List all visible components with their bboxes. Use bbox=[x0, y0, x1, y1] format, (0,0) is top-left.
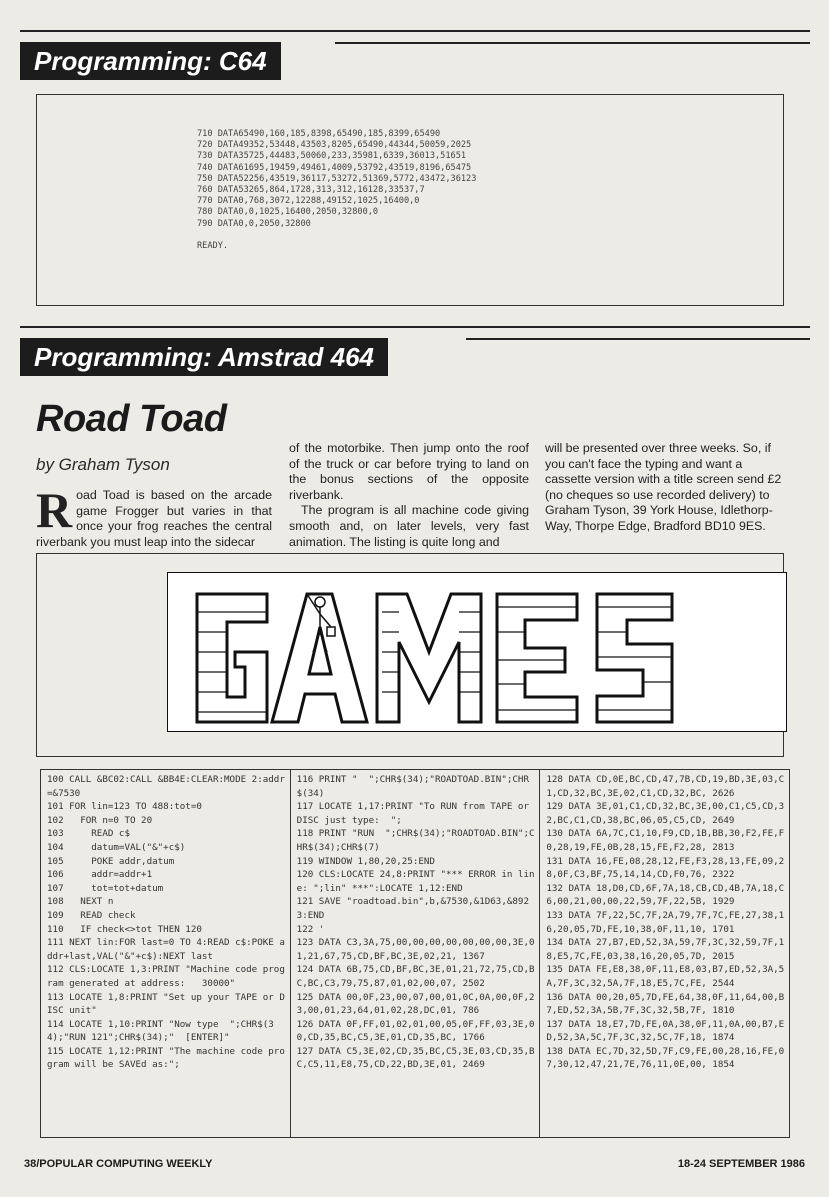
top-rule bbox=[20, 30, 810, 32]
amstrad-listing bbox=[40, 769, 790, 1138]
listing-line: 138 DATA EC,7D,32,5D,7F,C9,FE,00,28,16,FE,07,30,12,47,21,7E,76,11,0E,00, 1854 bbox=[546, 1045, 785, 1071]
section-rule bbox=[466, 338, 810, 340]
listing-line: 720 DATA49352,53448,43503,8205,65490,44344,50059,2025 bbox=[197, 140, 472, 151]
listing-line: 101 FOR lin=123 TO 488:tot=0 bbox=[47, 801, 202, 813]
listing-line: 102 FOR n=0 TO 20 bbox=[47, 814, 153, 826]
listing-line: 112 CLS:LOCATE 1,3:PRINT "Machine code program generated at address: 30000" bbox=[47, 964, 285, 989]
article-title: Road Toad bbox=[36, 398, 227, 440]
article-paragraph: oad Toad is based on the arcade game Frogger but varies in that once your frog reaches the central riverbank you must leap into the sidecar bbox=[36, 488, 272, 549]
listing-line: 119 WINDOW 1,80,20,25:END bbox=[296, 855, 435, 867]
listing-line: 124 DATA 6B,75,CD,BF,BC,3E,01,21,72,75,CD,BC,BC,C3,79,75,87,01,02,00,07, 2502 bbox=[296, 964, 535, 989]
listing-line: 108 NEXT n bbox=[47, 896, 114, 908]
listing-line: 770 DATA0,768,3072,12288,49152,1025,16400,0 bbox=[197, 196, 420, 207]
listing-column-2 bbox=[291, 770, 541, 1137]
article-column-2 bbox=[289, 441, 529, 550]
footer-page-info: 38/POPULAR COMPUTING WEEKLY bbox=[24, 1158, 213, 1170]
listing-line: 136 DATA 00,20,05,7D,FE,64,38,0F,11,64,00,B7,ED,52,3A,5B,7F,3C,32,5B,7F, 1810 bbox=[546, 991, 785, 1017]
listing-line: 790 DATA0,0,2050,32800 bbox=[197, 218, 311, 229]
article-column-1 bbox=[36, 482, 272, 550]
listing-line: 115 LOCATE 1,12:PRINT "The machine code program will be SAVEd as:"; bbox=[47, 1045, 285, 1071]
listing-line: 113 LOCATE 1,8:PRINT "Set up your TAPE or DISC unit" bbox=[47, 991, 285, 1017]
article-paragraph: will be presented over three weeks. So, if you can't face the typing and want a cassette version with a title screen send £2 (no cheques so use recorded delivery) to Graham Tyson, 39 York House, Idlethorp-Way, Thorpe Edge, Bradford BD10 9ES. bbox=[545, 441, 782, 533]
listing-line: 114 LOCATE 1,10:PRINT "Now type ";CHR$(34);"RUN 121";CHR$(34);" [ENTER]" bbox=[47, 1018, 274, 1044]
listing-line: 110 IF check<>tot THEN 120 bbox=[47, 923, 202, 935]
article-byline: by Graham Tyson bbox=[36, 455, 170, 474]
listing-line: 127 DATA C5,3E,02,CD,35,BC,C5,3E,03,CD,35,BC,C5,11,E8,75,CD,22,BD,3E,01, 2469 bbox=[296, 1045, 535, 1071]
listing-line: 106 addr=addr+1 bbox=[47, 869, 153, 881]
section-rule bbox=[20, 326, 810, 328]
section-rule bbox=[335, 42, 810, 44]
article-column-3 bbox=[545, 441, 785, 535]
listing-line: 105 POKE addr,datum bbox=[47, 855, 175, 867]
listing-line: 125 DATA 00,0F,23,00,07,00,01,0C,0A,00,0F,23,00,01,23,64,01,02,28,DC,01, 786 bbox=[296, 991, 535, 1017]
listing-line: 130 DATA 6A,7C,C1,10,F9,CD,1B,BB,30,F2,FE,F0,28,19,FE,0B,28,15,FE,F2,28, 2813 bbox=[546, 828, 785, 853]
listing-line: 126 DATA 0F,FF,01,02,01,00,05,0F,FF,03,3E,00,CD,35,BC,C5,3E,01,CD,35,BC, 1766 bbox=[296, 1018, 535, 1044]
footer-date: 18-24 SEPTEMBER 1986 bbox=[677, 1158, 805, 1170]
listing-line: 740 DATA61695,19459,49461,4009,53792,43519,8196,65475 bbox=[197, 162, 472, 173]
listing-line: 131 DATA 16,FE,08,28,12,FE,F3,28,13,FE,09,28,0F,C3,BF,75,14,14,CD,F0,76, 2322 bbox=[546, 855, 785, 881]
listing-line: 122 ' bbox=[296, 923, 325, 935]
listing-line: 120 CLS:LOCATE 24,8:PRINT "*** ERROR in line: ";lin" ***":LOCATE 1,12:END bbox=[296, 869, 535, 894]
listing-line: 710 DATA65490,160,185,8398,65490,185,8399,65490 bbox=[197, 129, 441, 139]
article-paragraph: of the motorbike. Then jump onto the roof of the truck or car before trying to land on the bonus sections of the opposite riverbank. bbox=[289, 441, 529, 502]
listing-line: READY. bbox=[197, 241, 229, 252]
listing-line: 109 READ check bbox=[47, 909, 136, 921]
listing-line: 107 tot=tot+datum bbox=[47, 882, 164, 894]
listing-line: 133 DATA 7F,22,5C,7F,2A,79,7F,7C,FE,27,38,16,20,05,7D,FE,10,38,0F,11,10, 1701 bbox=[546, 909, 785, 935]
c64-listing bbox=[197, 129, 476, 252]
listing-line: 118 PRINT "RUN ";CHR$(34);"ROADTOAD.BIN";CHR$(34);CHR$(7) bbox=[296, 828, 535, 853]
section-heading-c64: Programming: C64 bbox=[20, 42, 281, 80]
listing-column-1 bbox=[41, 770, 291, 1137]
drop-cap: R bbox=[36, 482, 73, 538]
listing-line: 135 DATA FE,E8,38,0F,11,E8,03,B7,ED,52,3A,5A,7F,3C,32,5A,7F,18,E5,7C,FE, 2544 bbox=[546, 964, 785, 989]
games-logo bbox=[167, 572, 787, 732]
listing-line: 100 CALL &BC02:CALL &BB4E:CLEAR:MODE 2:addr=&7530 bbox=[47, 774, 285, 799]
section-heading-amstrad: Programming: Amstrad 464 bbox=[20, 338, 388, 376]
listing-line: 123 DATA C3,3A,75,00,00,00,00,00,00,00,3E,01,21,67,75,CD,BF,BC,3E,02,21, 1367 bbox=[296, 937, 535, 962]
listing-line: 780 DATA0,0,1025,16400,2050,32800,0 bbox=[197, 207, 379, 218]
listing-line: 730 DATA35725,44483,50060,233,35981,6339,36013,51651 bbox=[197, 151, 467, 162]
listing-line: 137 DATA 18,E7,7D,FE,0A,38,0F,11,0A,00,B7,ED,52,3A,5C,7F,3C,32,5C,7F,18, 1874 bbox=[546, 1018, 785, 1044]
listing-line: 132 DATA 18,D0,CD,6F,7A,18,CB,CD,4B,7A,18,C6,00,21,00,00,22,59,7F,22,5B, 1929 bbox=[546, 882, 785, 908]
article-paragraph: The program is all machine code giving smooth and, on later levels, very fast animation. The listing is quite long and bbox=[289, 503, 529, 549]
listing-line: 128 DATA CD,0E,BC,CD,47,7B,CD,19,BD,3E,03,C1,CD,32,BC,3E,02,C1,CD,32,BC, 2626 bbox=[546, 774, 785, 799]
listing-line: 103 READ c$ bbox=[47, 828, 130, 840]
listing-line: 121 SAVE "roadtoad.bin",b,&7530,&1D63,&8923:END bbox=[296, 896, 529, 921]
listing-column-3 bbox=[540, 770, 789, 1137]
listing-line: 760 DATA53265,864,1728,313,312,16128,33537,7 bbox=[197, 185, 425, 196]
listing-line: 750 DATA52256,43519,36117,53272,51369,5772,43472,36123 bbox=[197, 173, 477, 184]
c64-listing-box bbox=[36, 94, 784, 306]
listing-line: 117 LOCATE 1,17:PRINT "To RUN from TAPE or DISC just type: "; bbox=[296, 801, 535, 826]
listing-line bbox=[197, 230, 476, 241]
listing-line: 111 NEXT lin:FOR last=0 TO 4:READ c$:POKE addr+last,VAL("&"+c$):NEXT last bbox=[47, 937, 285, 962]
listing-line: 116 PRINT " ";CHR$(34);"ROADTOAD.BIN";CHR$(34) bbox=[296, 774, 529, 799]
listing-line: 134 DATA 27,B7,ED,52,3A,59,7F,3C,32,59,7F,18,E5,7C,FE,03,38,16,20,05,7D, 2015 bbox=[546, 937, 785, 962]
games-logo-box bbox=[36, 553, 784, 757]
listing-line: 104 datum=VAL("&"+c$) bbox=[47, 841, 186, 853]
listing-line: 129 DATA 3E,01,C1,CD,32,BC,3E,00,C1,C5,CD,32,BC,C1,CD,38,BC,06,05,C5,CD, 2649 bbox=[546, 801, 785, 826]
